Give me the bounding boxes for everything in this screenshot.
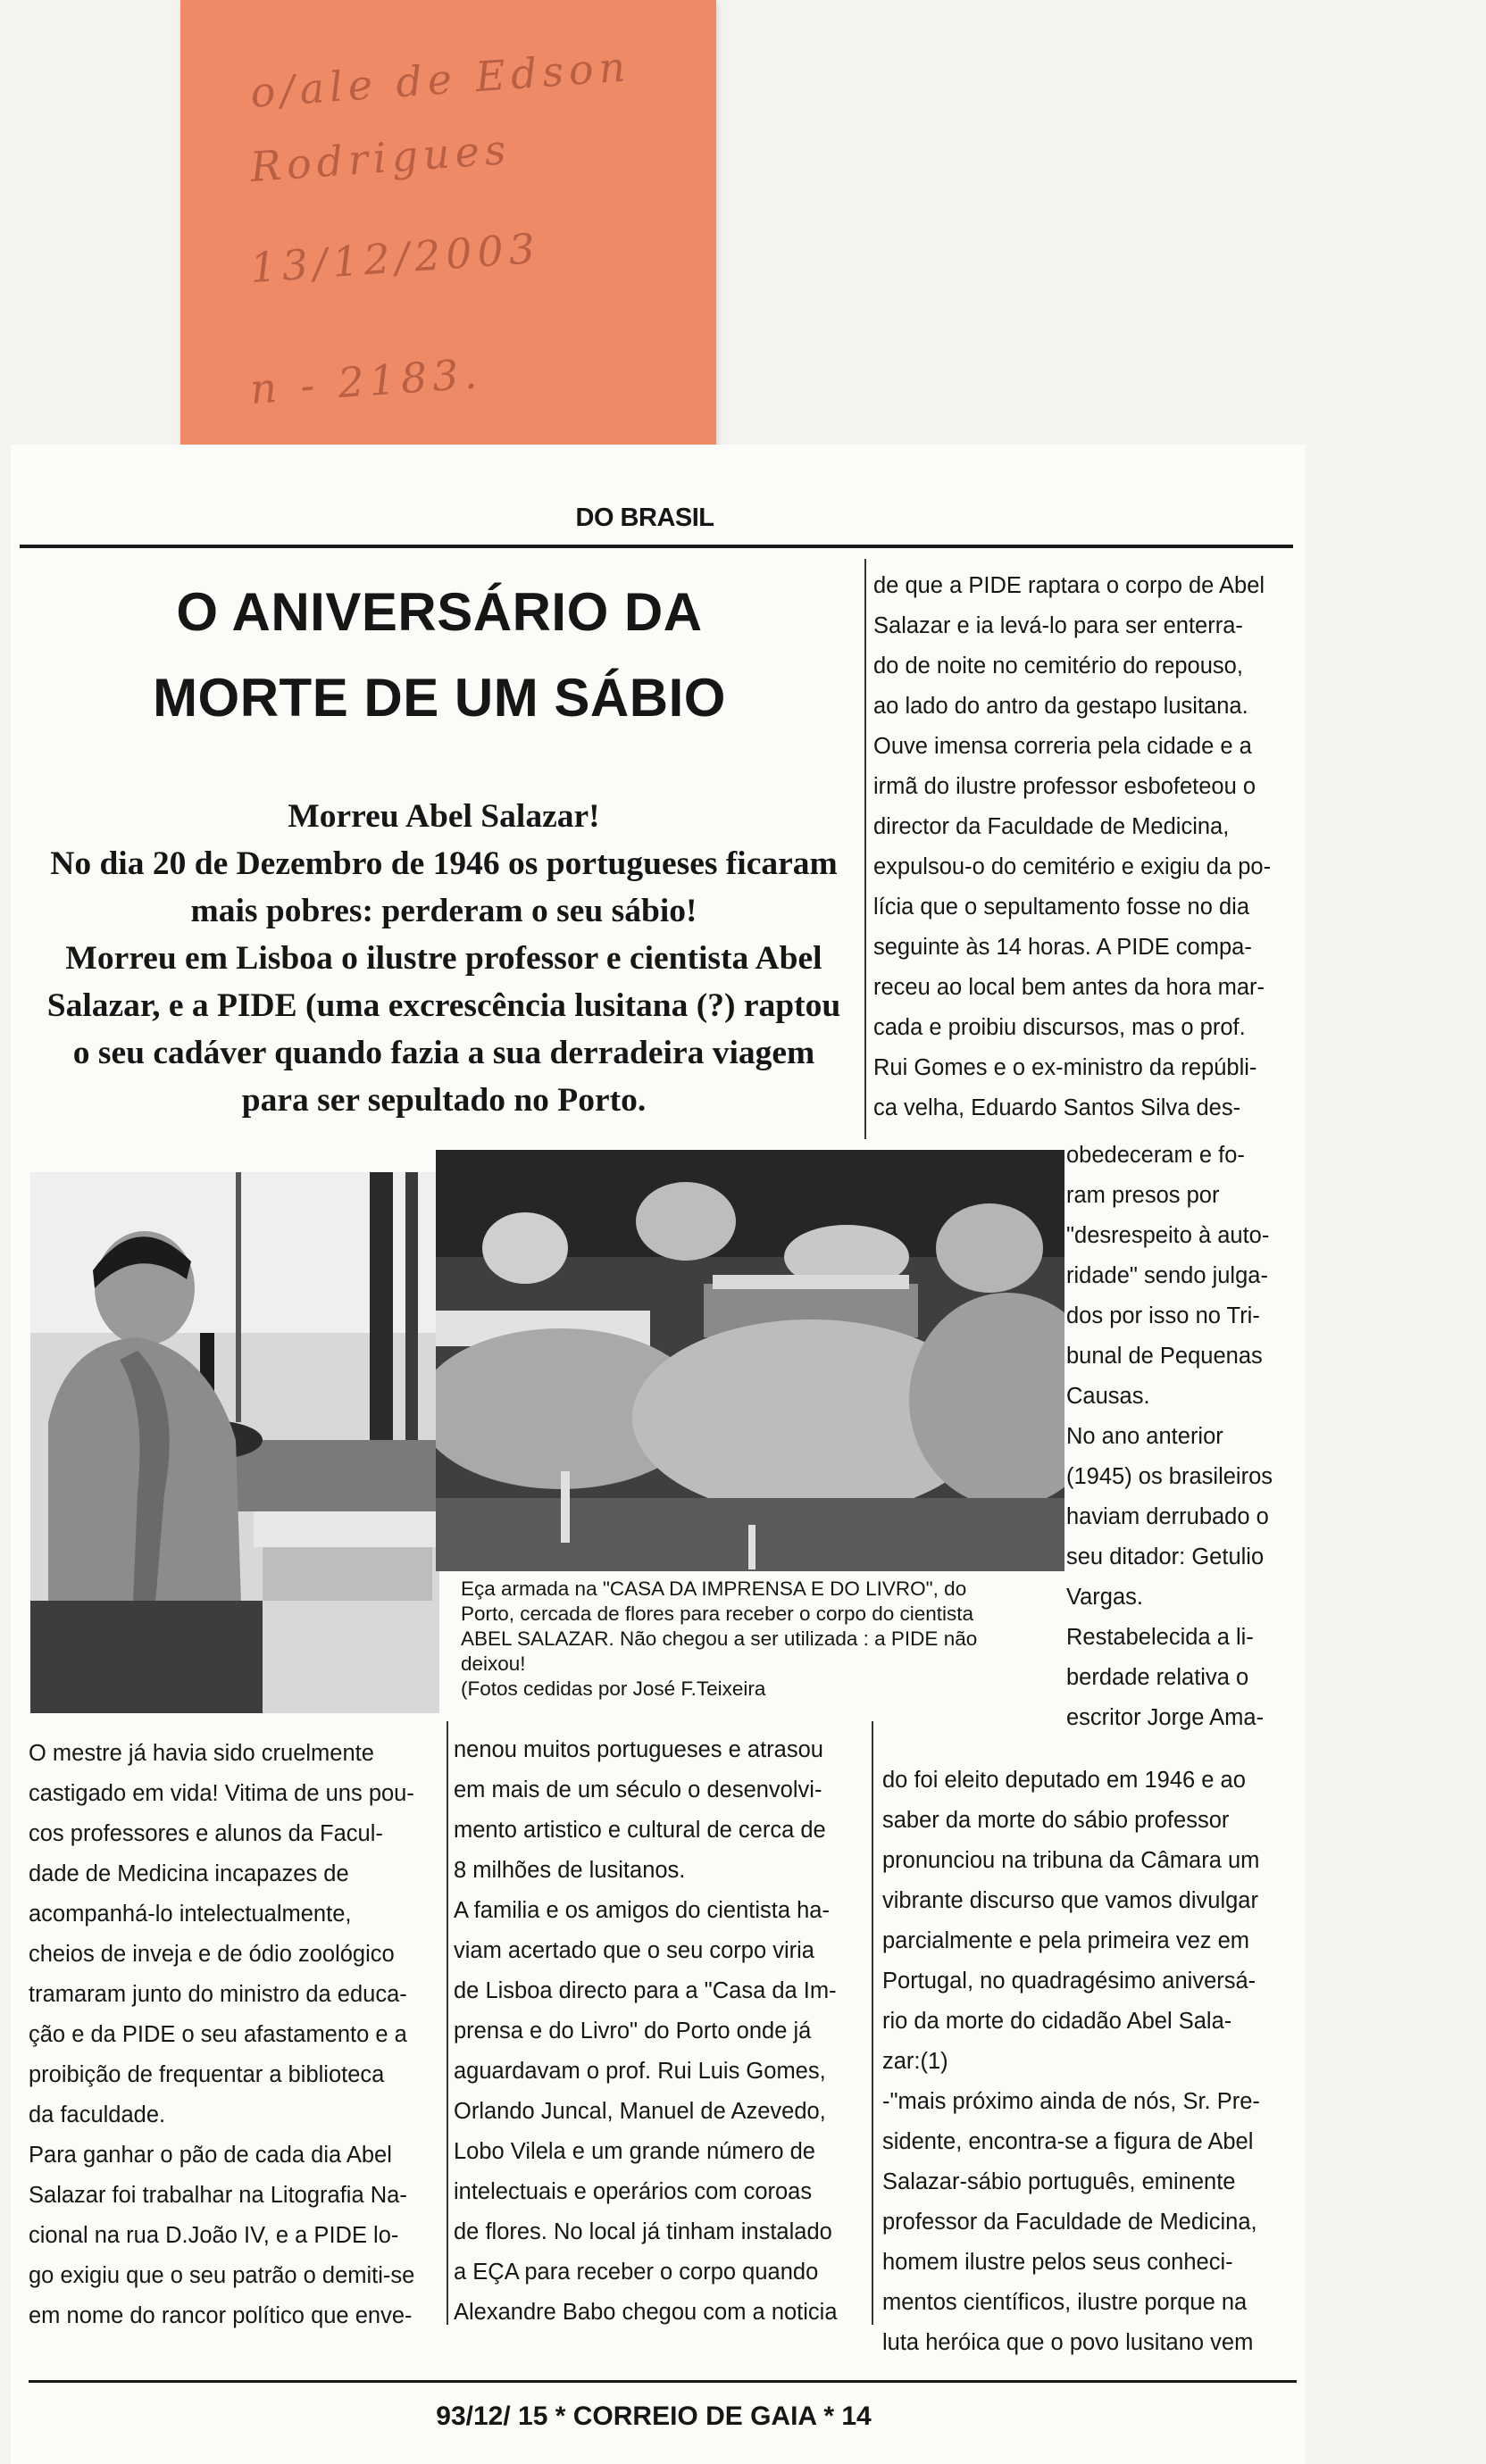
text-line: de Lisboa directo para a "Casa da Im- <box>454 1978 837 2003</box>
text-line: (1945) os brasileiros <box>1066 1464 1273 1489</box>
text-line: pronunciou na tribuna da Câmara um <box>882 1848 1260 1873</box>
lead-line: para ser sepultado no Porto. <box>241 1082 647 1119</box>
sticky-note <box>180 0 716 452</box>
text-line: em nome do rancor político que enve- <box>29 2303 413 2328</box>
caption-line: ABEL SALAZAR. Não chegou a ser utilizada : a PIDE não <box>461 1627 978 1650</box>
text-line: ca velha, Eduardo Santos Silva des- <box>873 1095 1241 1120</box>
caption-line: Eça armada na "CASA DA IMPRENSA E DO LIVRO", do <box>461 1577 967 1600</box>
lead-line: o seu cadáver quando fazia a sua derradeira viagem <box>72 1035 815 1071</box>
text-line: dade de Medicina incapazes de <box>29 1861 349 1886</box>
text-line: do foi eleito deputado em 1946 e ao <box>882 1768 1246 1793</box>
text-line: luta heróica que o povo lusitano vem <box>882 2330 1254 2355</box>
headline-line: MORTE DE UM SÁBIO <box>153 668 726 728</box>
text-line: bunal de Pequenas <box>1066 1344 1263 1369</box>
text-line: Lobo Vilela e um grande número de <box>454 2139 815 2164</box>
text-line: seu ditador: Getulio <box>1066 1544 1265 1569</box>
text-line: ridade" sendo julga- <box>1066 1263 1268 1288</box>
text-line: go exigiu que o seu patrão o demiti-se <box>29 2263 415 2288</box>
headline <box>38 570 841 741</box>
text-line: receu ao local bem antes da hora mar- <box>873 975 1265 1000</box>
text-line: Vargas. <box>1066 1585 1143 1610</box>
text-line: ao lado do antro da gestapo lusitana. <box>873 694 1248 719</box>
text-line: rio da morte do cidadão Abel Sala- <box>882 2009 1232 2034</box>
scientist-photo <box>30 1172 439 1713</box>
text-line: viam acertado que o seu corpo viria <box>454 1938 814 1963</box>
text-line: professor da Faculdade de Medicina, <box>882 2210 1257 2235</box>
text-line: A familia e os amigos do cientista ha- <box>454 1898 830 1923</box>
text-line: 8 milhões de lusitanos. <box>454 1858 686 1883</box>
text-line: haviam derrubado o <box>1066 1504 1269 1529</box>
funeral-flowers-photo <box>436 1150 1064 1571</box>
sticky-note-line: n - 2183. <box>248 348 484 414</box>
article-column-left <box>29 1734 441 2336</box>
bottom-rule <box>29 2380 1297 2383</box>
text-line: cheios de inveja e de ódio zoológico <box>29 1942 395 1967</box>
text-line: de flores. No local já tinham instalado <box>454 2219 832 2244</box>
text-line: proibição de frequentar a biblioteca <box>29 2062 385 2087</box>
newspaper-clipping <box>11 445 1306 2464</box>
text-line: lícia que o sepultamento fosse no dia <box>873 895 1250 920</box>
article-column-right-narrow <box>1066 1136 1306 1738</box>
sticky-note-line: 13/12/2003 <box>248 223 542 293</box>
top-rule <box>20 545 1293 548</box>
text-line: mentos científicos, ilustre porque na <box>882 2290 1248 2315</box>
lead-line: mais pobres: perderam o seu sábio! <box>190 893 697 929</box>
text-line: berdade relativa o <box>1066 1665 1249 1690</box>
text-line: Salazar-sábio português, eminente <box>882 2169 1236 2194</box>
section-label-text: DO BRASIL <box>575 504 714 532</box>
caption-line: Porto, cercada de flores para receber o corpo do cientista <box>461 1602 974 1625</box>
text-line: Rui Gomes e o ex-ministro da repúbli- <box>873 1055 1257 1080</box>
text-line: O mestre já havia sido cruelmente <box>29 1741 374 1766</box>
text-line: cos professores e alunos da Facul- <box>29 1821 383 1846</box>
column-divider <box>864 559 866 1139</box>
text-line: ção e da PIDE o seu afastamento e a <box>29 2022 407 2047</box>
text-line: de que a PIDE raptara o corpo de Abel <box>873 573 1265 598</box>
text-line: Restabelecida a li- <box>1066 1625 1254 1650</box>
text-line: intelectuais e operários com coroas <box>454 2179 813 2204</box>
text-line: do de noite no cemitério do repouso, <box>873 653 1243 678</box>
text-line: vibrante discurso que vamos divulgar <box>882 1888 1258 1913</box>
article-column-right-bottom <box>882 1761 1306 2363</box>
text-line: cional na rua D.João IV, e a PIDE lo- <box>29 2223 399 2248</box>
text-line: cada e proibiu discursos, mas o prof. <box>873 1015 1246 1040</box>
text-line: prensa e do Livro" do Porto onde já <box>454 2019 812 2044</box>
photo-caption <box>461 1577 1068 1702</box>
text-line: homem ilustre pelos seus conheci- <box>882 2250 1233 2275</box>
text-line: nenou muitos portugueses e atrasou <box>454 1737 823 1762</box>
text-line: seguinte às 14 horas. A PIDE compa- <box>873 935 1252 960</box>
text-line: escritor Jorge Ama- <box>1066 1705 1265 1730</box>
text-line: dos por isso no Tri- <box>1066 1303 1260 1328</box>
text-line: em mais de um século o desenvolvi- <box>454 1777 822 1802</box>
article-column-right-top <box>873 566 1302 1128</box>
lead-line: Morreu Abel Salazar! <box>288 798 600 835</box>
section-label <box>11 504 1297 533</box>
text-line: sidente, encontra-se a figura de Abel <box>882 2129 1254 2154</box>
text-line: Salazar e ia levá-lo para ser enterra- <box>873 613 1243 638</box>
page-footer: 93/12/ 15 * CORREIO DE GAIA * 14 <box>436 2402 872 2431</box>
text-line: da faculdade. <box>29 2102 166 2127</box>
text-line: Orlando Juncal, Manuel de Azevedo, <box>454 2099 826 2124</box>
text-line: saber da morte do sábio professor <box>882 1808 1230 1833</box>
text-line: acompanhá-lo intelectualmente, <box>29 1902 352 1927</box>
column-divider <box>872 1721 873 2325</box>
scientist-photo-image <box>30 1172 439 1713</box>
text-line: aguardavam o prof. Rui Luis Gomes, <box>454 2059 826 2084</box>
sticky-note-line: Rodrigues <box>248 124 513 192</box>
lead-line: Salazar, e a PIDE (uma excrescência lusitana (?) raptou <box>46 987 841 1024</box>
text-line: expulsou-o do cemitério e exigiu da po- <box>873 854 1272 879</box>
text-line: Ouve imensa correria pela cidade e a <box>873 734 1252 759</box>
text-line: mento artistico e cultural de cerca de <box>454 1818 826 1843</box>
text-line: Alexandre Babo chegou com a noticia <box>454 2300 838 2325</box>
sticky-note-line: o/ale de Edson <box>248 42 632 117</box>
headline-line: O ANIVERSÁRIO DA <box>176 582 703 642</box>
lead-line: No dia 20 de Dezembro de 1946 os portugueses ficaram <box>50 845 838 882</box>
text-line: castigado em vida! Vitima de uns pou- <box>29 1781 414 1806</box>
text-line: ram presos por <box>1066 1183 1220 1208</box>
text-line: irmã do ilustre professor esbofeteou o <box>873 774 1256 799</box>
text-line: Salazar foi trabalhar na Litografia Na- <box>29 2183 407 2208</box>
text-line: Portugal, no quadragésimo aniversá- <box>882 1969 1256 1994</box>
lead-line: Morreu em Lisboa o ilustre professor e cientista Abel <box>65 940 822 977</box>
caption-line: (Fotos cedidas por José F.Teixeira <box>461 1677 766 1700</box>
article-column-middle <box>454 1730 866 2333</box>
text-line: obedeceram e fo- <box>1066 1143 1245 1168</box>
text-line: director da Faculdade de Medicina, <box>873 814 1230 839</box>
text-line: parcialmente e pela primeira vez em <box>882 1928 1250 1953</box>
text-line: "desrespeito à auto- <box>1066 1223 1270 1248</box>
text-line: -"mais próximo ainda de nós, Sr. Pre- <box>882 2089 1260 2114</box>
text-line: Causas. <box>1066 1384 1150 1409</box>
column-divider <box>447 1721 448 2325</box>
lead-paragraph <box>25 793 863 1124</box>
text-line: tramaram junto do ministro da educa- <box>29 1982 407 2007</box>
caption-line: deixou! <box>461 1652 526 1675</box>
text-line: No ano anterior <box>1066 1424 1223 1449</box>
funeral-flowers-photo-image <box>436 1150 1064 1571</box>
text-line: Para ganhar o pão de cada dia Abel <box>29 2143 392 2168</box>
text-line: zar:(1) <box>882 2049 948 2074</box>
text-line: a EÇA para receber o corpo quando <box>454 2260 819 2285</box>
